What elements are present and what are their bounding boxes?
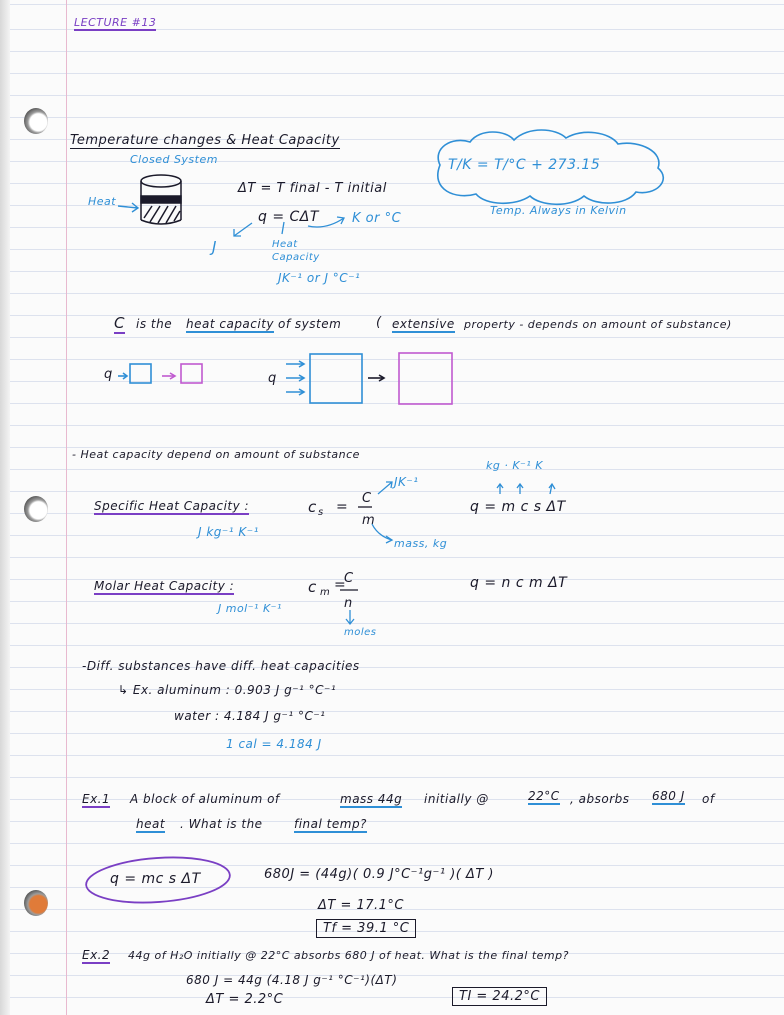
example-1-label: Ex.1 bbox=[82, 792, 111, 806]
section-heading: Temperature changes & Heat Capacity bbox=[70, 133, 340, 148]
kelvin-cloud-outline bbox=[438, 130, 664, 204]
specific-jk-units: JK⁻¹ bbox=[394, 475, 419, 489]
specific-eq-equals: = bbox=[336, 499, 349, 515]
example-aluminum: ↳ Ex. aluminum : 0.903 J g⁻¹ °C⁻¹ bbox=[118, 683, 337, 697]
molar-eq-lhs: c bbox=[308, 578, 317, 596]
heat-capacity-units: JK⁻¹ or J °C⁻¹ bbox=[278, 271, 361, 285]
molar-q-equation: q = n c m ΔT bbox=[470, 575, 568, 591]
example-1-initially: initially @ bbox=[424, 792, 489, 806]
example-2-label: Ex.2 bbox=[82, 948, 111, 962]
heat-label: Heat bbox=[88, 195, 117, 208]
cylinder-drawing bbox=[141, 175, 181, 224]
molar-heat-label: Molar Heat Capacity : bbox=[94, 579, 235, 593]
example-1-formula: q = mc s ΔT bbox=[110, 871, 201, 887]
specific-eq-lhs: c bbox=[308, 498, 317, 516]
closed-system-label: Closed System bbox=[130, 153, 218, 166]
q-big-label: q bbox=[268, 371, 277, 386]
heat-capacity-note: Heat Capacity bbox=[272, 239, 320, 263]
k-or-c-label: K or °C bbox=[352, 211, 402, 226]
q-eq-arrows bbox=[234, 217, 344, 236]
specific-eq-sub: s bbox=[318, 507, 324, 518]
c-def-extensive: extensive bbox=[392, 317, 455, 331]
heat-arrow bbox=[118, 203, 138, 212]
example-1-absorbs: , absorbs bbox=[570, 792, 630, 806]
specific-unit-annotation: kg · K⁻¹ K bbox=[486, 459, 543, 472]
example-1-temp: 22°C bbox=[528, 789, 560, 803]
example-1-step-1: 680J = (44g)( 0.9 J°C⁻¹g⁻¹ )( ΔT ) bbox=[264, 867, 495, 882]
c-def-rest: property - depends on amount of substance) bbox=[464, 318, 732, 331]
example-1-of: of bbox=[702, 792, 715, 806]
c-def-of-system: of system bbox=[278, 317, 342, 331]
molar-eq-equals: = bbox=[334, 577, 347, 593]
c-def-heat-capacity: heat capacity bbox=[186, 317, 275, 331]
example-1-step-2: ΔT = 17.1°C bbox=[318, 898, 405, 913]
different-substances-note: -Diff. substances have diff. heat capacities bbox=[82, 659, 360, 673]
c-def-is: is the bbox=[136, 317, 173, 331]
example-1-mass: mass 44g bbox=[340, 792, 403, 806]
example-2-answer: TI = 24.2°C bbox=[452, 987, 547, 1006]
molar-units: J mol⁻¹ K⁻¹ bbox=[218, 602, 282, 615]
kelvin-note: Temp. Always in Kelvin bbox=[490, 204, 627, 217]
molar-heat-arrows bbox=[340, 590, 358, 624]
joule-label: J bbox=[212, 238, 217, 256]
specific-heat-label: Specific Heat Capacity : bbox=[94, 499, 250, 513]
molar-eq-sub: m bbox=[320, 587, 331, 598]
q-small-label: q bbox=[104, 367, 113, 382]
example-1-final-temp: final temp? bbox=[294, 817, 367, 831]
molar-moles-note: moles bbox=[344, 627, 377, 638]
example-1-what: . What is the bbox=[180, 817, 263, 831]
example-2-text: 44g of H₂O initially @ 22°C absorbs 680 J of heat. What is the final temp? bbox=[128, 949, 569, 962]
specific-q-equation: q = m c s ΔT bbox=[470, 499, 566, 515]
delta-t-equation: ΔT = T final - T initial bbox=[238, 181, 387, 196]
example-2-step-1: 680 J = 44g (4.18 J g⁻¹ °C⁻¹)(ΔT) bbox=[186, 973, 398, 987]
kelvin-formula: T/K = T/°C + 273.15 bbox=[448, 157, 601, 173]
example-1-formula-oval bbox=[85, 853, 232, 907]
lecture-title: LECTURE #13 bbox=[74, 16, 157, 29]
molar-eq-denominator: n bbox=[344, 596, 353, 611]
q-equation: q = CΔT bbox=[258, 209, 319, 225]
example-water: water : 4.184 J g⁻¹ °C⁻¹ bbox=[174, 709, 326, 723]
c-symbol: C bbox=[114, 314, 125, 332]
heat-capacity-depends-note: - Heat capacity depend on amount of substance bbox=[72, 448, 360, 461]
c-def-paren: ( bbox=[376, 315, 382, 330]
specific-eq-numerator: C bbox=[362, 491, 372, 506]
example-1-answer: Tf = 39.1 °C bbox=[316, 919, 416, 938]
example-2-step-2: ΔT = 2.2°C bbox=[206, 992, 284, 1007]
square-diagrams bbox=[118, 353, 452, 404]
example-1-energy: 680 J bbox=[652, 789, 685, 803]
specific-units: J kg⁻¹ K⁻¹ bbox=[198, 525, 259, 539]
example-1-heat: heat bbox=[136, 817, 166, 831]
specific-mass-note: mass, kg bbox=[394, 537, 448, 550]
calorie-conversion: 1 cal = 4.184 J bbox=[226, 737, 322, 751]
specific-heat-arrows bbox=[358, 482, 555, 543]
molar-eq-numerator: C bbox=[344, 571, 354, 586]
specific-eq-denominator: m bbox=[362, 513, 376, 528]
example-1-text-a: A block of aluminum of bbox=[130, 792, 280, 806]
